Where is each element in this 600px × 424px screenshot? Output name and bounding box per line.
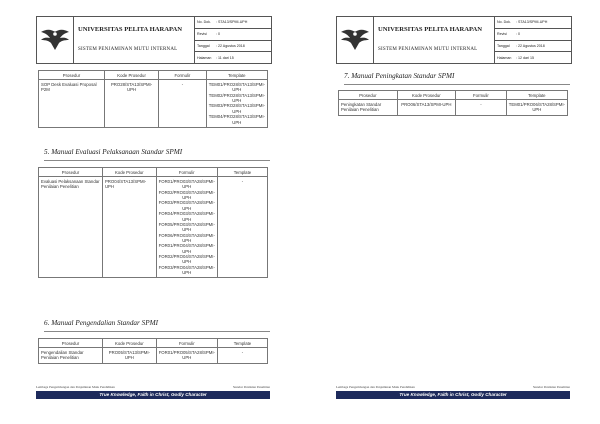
form-code: FOR02/PRO04/STA28/SPMI-UPH (158, 254, 215, 265)
revision-number: : 0 (216, 32, 220, 37)
table-row (339, 100, 568, 116)
template-code: TEM04/PRO28/STA13/SPMI-UPH (208, 114, 265, 125)
document-meta (195, 17, 271, 63)
form-cell (156, 177, 217, 278)
table-header: Prosedur (39, 339, 103, 348)
form-cell: FOR01/PRO05/STA28/SPMI-UPH (156, 348, 217, 364)
template-code: TEM02/PRO28/STA13/SPMI-UPH (208, 92, 265, 104)
motto-banner: True Knowledge, Faith in Christ, Godly Character (336, 391, 570, 399)
university-logo (37, 17, 74, 63)
meta-label: Revisi (197, 32, 207, 37)
form-cell: - (456, 100, 507, 116)
meta-label: No. Dok. (197, 20, 211, 25)
table-header: Formulir (156, 339, 217, 348)
procedure-code-cell: PRO28/STA13/SPMI-UPH (104, 80, 158, 128)
form-code: FOR03/PRO03/STA28/SPMI-UPH (158, 200, 215, 211)
section-title-5: 5. Manual Evaluasi Pelaksanaan Standar SPMI (44, 148, 183, 156)
table-row (39, 177, 268, 278)
eagle-emblem-icon (40, 26, 70, 54)
university-name: UNIVERSITAS PELITA HARAPAN (78, 26, 183, 33)
meta-label: Halaman (497, 55, 512, 60)
template-cell: TEM01/PRO06/STA28/SPMI-UPH (506, 100, 567, 116)
table-header: Prosedur (339, 91, 398, 100)
section-title-6: 6. Manual Pengendalian Standar SPMI (44, 319, 158, 327)
eagle-emblem-icon (340, 26, 370, 54)
meta-label: Halaman (197, 55, 212, 60)
procedure-cell: SOP Desk Evaluasi Proposal P2M (39, 80, 105, 128)
university-name: UNIVERSITAS PELITA HARAPAN (378, 26, 483, 33)
template-cell: - (217, 177, 267, 278)
form-code: FOR04/PRO03/STA28/SPMI-UPH (158, 211, 215, 222)
system-name: SISTEM PENJAMINAN MUTU INTERNAL (378, 47, 478, 52)
evaluation-table (38, 167, 268, 278)
form-code: FOR06/PRO03/STA28/SPMI-UPH (158, 232, 215, 243)
procedure-table-continued (38, 70, 268, 128)
table-row (39, 348, 268, 364)
section-divider (44, 331, 270, 332)
revision-number: : 0 (516, 32, 520, 37)
procedure-cell: Evaluasi Pelaksanaan Standar Penilaian Penelitian (39, 177, 103, 278)
meta-label: No. Dok. (497, 20, 511, 25)
control-table (38, 338, 268, 364)
procedure-cell: Peningkatan Standar Penilaian Penelitian (339, 100, 398, 116)
page-number: : 11 dari 15 (216, 55, 234, 60)
table-header: Template (206, 71, 267, 80)
form-code: FOR05/PRO03/STA28/SPMI-UPH (158, 221, 215, 233)
document-header (336, 16, 572, 64)
table-header: Template (506, 91, 567, 100)
table-header: Prosedur (39, 168, 103, 177)
document-meta (495, 17, 571, 63)
form-code: FOR01/PRO03/STA28/SPMI-UPH (158, 179, 215, 190)
procedure-cell: Pengendalian Standar Penilaian Penelitian (39, 348, 103, 364)
doc-date: : 22 Agustus 2018 (516, 43, 545, 48)
meta-label: Tanggal (497, 43, 510, 48)
template-cell (206, 80, 267, 128)
section-divider (44, 160, 270, 161)
form-code: FOR01/PRO04/STA28/SPMI-UPH (158, 243, 215, 254)
form-cell: - (159, 80, 207, 128)
table-header: Formulir (159, 71, 207, 80)
template-code: TEM01/PRO28/STA13/SPMI-UPH (208, 82, 265, 93)
procedure-code-cell: PRO04/STA13/SPMI-UPH (102, 177, 156, 278)
doc-number: : STA13/SPMI-UPH (216, 20, 248, 25)
procedure-code-cell: PRO06/STA13/SPMI-UPH (397, 100, 456, 116)
university-logo (337, 17, 374, 63)
table-header: Template (217, 168, 267, 177)
system-name: SISTEM PENJAMINAN MUTU INTERNAL (78, 47, 178, 52)
table-header: Formulir (456, 91, 507, 100)
footer-institution: Lembaga Pengembangan dan Penjaminan Mutu Pendidikan (336, 385, 415, 389)
page-number: : 12 dari 15 (516, 55, 534, 60)
improvement-table (338, 90, 568, 116)
footer-standard: Standar Penilaian Penelitian (232, 385, 270, 389)
table-header: Kode Prosedur (103, 339, 157, 348)
footer-standard: Standar Penilaian Penelitian (532, 385, 570, 389)
table-header: Prosedur (39, 71, 105, 80)
template-code: TEM03/PRO28/STA13/SPMI-UPH (208, 103, 265, 114)
table-header: Kode Prosedur (102, 168, 156, 177)
document-page-12 (300, 0, 600, 424)
form-code: FOR02/PRO03/STA28/SPMI-UPH (158, 189, 215, 201)
table-header: Kode Prosedur (397, 91, 456, 100)
procedure-code-cell: PRO05/STA13/SPMI-UPH (103, 348, 157, 364)
document-header (36, 16, 272, 64)
section-divider (344, 84, 570, 85)
form-code: FOR03/PRO04/STA28/SPMI-UPH (158, 264, 215, 276)
meta-label: Revisi (497, 32, 507, 37)
motto-banner: True Knowledge, Faith in Christ, Godly Character (36, 391, 270, 399)
table-header: Kode Prosedur (104, 71, 158, 80)
doc-number: : STA13/SPMI-UPH (516, 20, 548, 25)
table-row (39, 80, 268, 128)
section-title-7: 7. Manual Peningkatan Standar SPMI (344, 72, 455, 80)
meta-label: Tanggal (197, 43, 210, 48)
table-header: Template (217, 339, 267, 348)
template-cell: - (217, 348, 267, 364)
doc-date: : 22 Agustus 2018 (216, 43, 245, 48)
table-header: Formulir (156, 168, 217, 177)
footer-institution: Lembaga Pengembangan dan Penjaminan Mutu Pendidikan (36, 385, 115, 389)
